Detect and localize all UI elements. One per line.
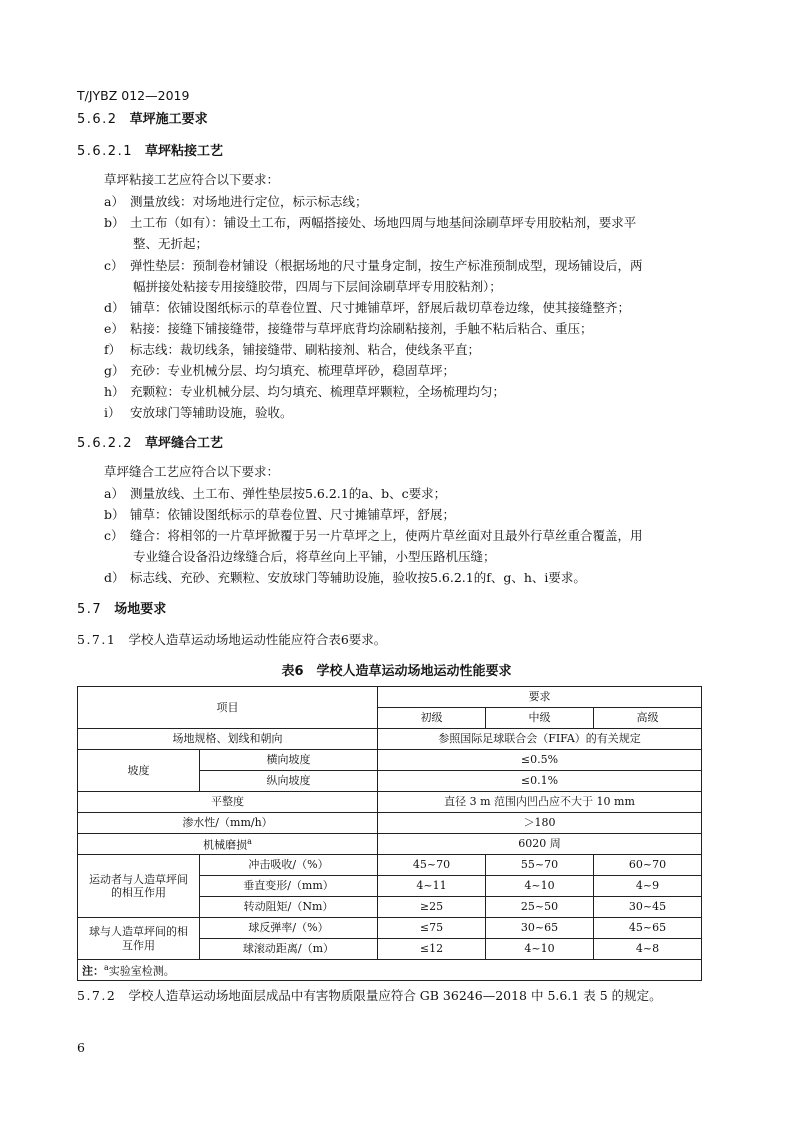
clause-number: 5.7.1	[77, 632, 117, 647]
row-value: 直径 3 m 范围内凹凸应不大于 10 mm	[378, 792, 702, 813]
cell-value: 55~70	[486, 855, 594, 876]
header-level: 初级	[378, 708, 486, 729]
row-value: ≤0.1%	[378, 771, 702, 792]
cell-value: 4~9	[594, 876, 702, 897]
list-label: d）	[104, 570, 125, 585]
document-code: T/JYBZ 012—2019	[77, 88, 190, 103]
cell-value: 4~8	[594, 939, 702, 960]
cell-value: 30~45	[594, 897, 702, 918]
cell-value: 4~10	[486, 939, 594, 960]
list-text: 标志线、充砂、充颗粒、安放球门等辅助设施，验收按5.6.2.1的f、g、h、i要求。	[130, 570, 586, 585]
cell-value: 45~65	[594, 918, 702, 939]
row-value: 6020 周	[378, 834, 702, 855]
cell-value: 4~10	[486, 876, 594, 897]
row-label: 横向坡度	[200, 750, 378, 771]
list-item	[104, 256, 643, 274]
row-label: 冲击吸收/（%）	[200, 855, 378, 876]
header-requirement: 要求	[378, 687, 702, 708]
header-level: 中级	[486, 708, 594, 729]
row-label-text: 机械磨损	[203, 838, 248, 852]
list-item	[104, 298, 630, 316]
list-item	[104, 568, 586, 586]
row-label: 球滚动距离/（m）	[200, 939, 378, 960]
list-text: 铺草：依铺设图纸标示的草卷位置、尺寸摊铺草坪，舒展后裁切草卷边缘，使其接缝整齐；	[130, 300, 631, 315]
list-label: f）	[104, 342, 122, 357]
list-item	[104, 526, 643, 544]
clause-5-7-1	[77, 630, 386, 648]
cell-value: 4~11	[378, 876, 486, 897]
list-item	[104, 382, 505, 400]
cell-value: ≤12	[378, 939, 486, 960]
list-item	[104, 505, 455, 523]
list-label: c）	[104, 258, 124, 273]
list-text: 弹性垫层：预制卷材铺设（根据场地的尺寸量身定制，按生产标准预制成型，现场铺设后，两	[130, 258, 643, 273]
row-label: 球反弹率/（%）	[200, 918, 378, 939]
list-text: 测量放线、土工布、弹性垫层按5.6.2.1的a、b、c要求；	[130, 486, 447, 501]
section-heading-5-6-2-2	[77, 432, 223, 451]
list-label: b）	[104, 507, 125, 522]
cell-value: 60~70	[594, 855, 702, 876]
table-caption: 表6 学校人造草运动场地运动性能要求	[281, 664, 512, 679]
list-text-continued: 幅拼接处粘接专用接缝胶带，四周与下层间涂刷草坪专用胶粘剂）；	[133, 279, 502, 294]
list-text: 测量放线：对场地进行定位，标示标志线；	[130, 194, 368, 209]
row-label: 纵向坡度	[200, 771, 378, 792]
section-heading-5-7	[77, 598, 166, 617]
list-item	[104, 213, 636, 231]
list-label: g）	[104, 363, 125, 378]
cell-value: 45~70	[378, 855, 486, 876]
list-text: 充颗粒：专业机械分层、均匀填充、梳理草坪颗粒，全场梳理均匀；	[130, 384, 506, 399]
footnote-marker: a	[104, 962, 109, 972]
header-item: 项目	[78, 687, 378, 729]
list-text: 标志线：裁切线条，铺接缝带、刷粘接剂、粘合，使线条平直；	[130, 342, 481, 357]
list-text-continued: 专业缝合设备沿边缘缝合后，将草丝向上平铺，小型压路机压缝；	[133, 549, 496, 564]
row-label: 渗水性/（mm/h）	[78, 813, 378, 834]
row-label	[78, 834, 378, 855]
list-text: 铺草：依铺设图纸标示的草卷位置、尺寸摊铺草坪，舒展；	[130, 507, 456, 522]
cell-value: ≤75	[378, 918, 486, 939]
list-label: h）	[104, 384, 125, 399]
list-item	[104, 192, 368, 210]
paragraph-intro: 草坪粘接工艺应符合以下要求：	[104, 172, 280, 187]
header-level: 高级	[594, 708, 702, 729]
cell-value: ≥25	[378, 897, 486, 918]
section-number: 5.6.2.2	[77, 436, 133, 451]
group-label: 运动者与人造草坪间的相互作用	[78, 855, 200, 918]
section-title: 草坪粘接工艺	[144, 144, 223, 159]
list-label: c）	[104, 528, 124, 543]
clause-text: 学校人造草运动场地面层成品中有害物质限量应符合 GB 36246—2018 中 5.6.1 表 5 的规定。	[128, 988, 662, 1003]
clause-text: 学校人造草运动场地运动性能应符合表6要求。	[128, 632, 387, 647]
list-item	[104, 319, 593, 337]
section-number: 5.6.2	[77, 112, 118, 127]
list-label: i）	[104, 405, 121, 420]
cell-value: 25~50	[486, 897, 594, 918]
list-text: 粘接：接缝下铺接缝带，接缝带与草坪底背均涂刷粘接剂，手触不粘后粘合、重压；	[130, 321, 593, 336]
list-text: 缝合：将相邻的一片草坪掀覆于另一片草坪之上，使两片草丝面对且最外行草丝重合覆盖，用	[130, 528, 643, 543]
list-text-continued: 整、无折起；	[133, 236, 209, 251]
list-item	[104, 484, 446, 502]
row-value: ＞180	[378, 813, 702, 834]
page-number: 6	[77, 1040, 85, 1055]
section-title: 草坪施工要求	[129, 112, 208, 127]
section-number: 5.7	[77, 602, 103, 617]
clause-number: 5.7.2	[77, 988, 117, 1003]
list-label: e）	[104, 321, 124, 336]
table-note	[78, 960, 702, 981]
cell-value: 30~65	[486, 918, 594, 939]
row-label: 垂直变形/（mm）	[200, 876, 378, 897]
performance-table	[77, 686, 702, 981]
note-text: 实验室检测。	[108, 964, 175, 978]
paragraph-intro: 草坪缝合工艺应符合以下要求：	[104, 464, 280, 479]
list-text: 土工布（如有）：铺设土工布，两幅搭接处、场地四周与地基间涂刷草坪专用胶粘剂，要求平	[130, 215, 637, 230]
row-label: 场地规格、划线和朝向	[78, 729, 378, 750]
list-label: a）	[104, 194, 124, 209]
list-label: d）	[104, 300, 125, 315]
list-label: b）	[104, 215, 125, 230]
row-value: 参照国际足球联合会（FIFA）的有关规定	[378, 729, 702, 750]
section-number: 5.6.2.1	[77, 144, 133, 159]
list-item	[104, 361, 455, 379]
footnote-marker: a	[247, 836, 252, 846]
list-item	[104, 340, 480, 358]
section-title: 草坪缝合工艺	[144, 436, 223, 451]
list-label: a）	[104, 486, 124, 501]
section-title: 场地要求	[114, 602, 167, 617]
group-label: 坡度	[78, 750, 200, 792]
row-value: ≤0.5%	[378, 750, 702, 771]
row-label: 平整度	[78, 792, 378, 813]
group-label: 球与人造草坪间的相互作用	[78, 918, 200, 960]
clause-5-7-2	[77, 986, 662, 1004]
section-heading-5-6-2	[77, 108, 208, 127]
list-text: 安放球门等辅助设施，验收。	[130, 405, 293, 420]
list-item	[104, 403, 293, 421]
row-label: 转动阻矩/（Nm）	[200, 897, 378, 918]
note-prefix: 注：	[82, 964, 104, 978]
section-heading-5-6-2-1	[77, 140, 223, 159]
list-text: 充砂：专业机械分层、均匀填充、梳理草坪砂，稳固草坪；	[130, 363, 456, 378]
